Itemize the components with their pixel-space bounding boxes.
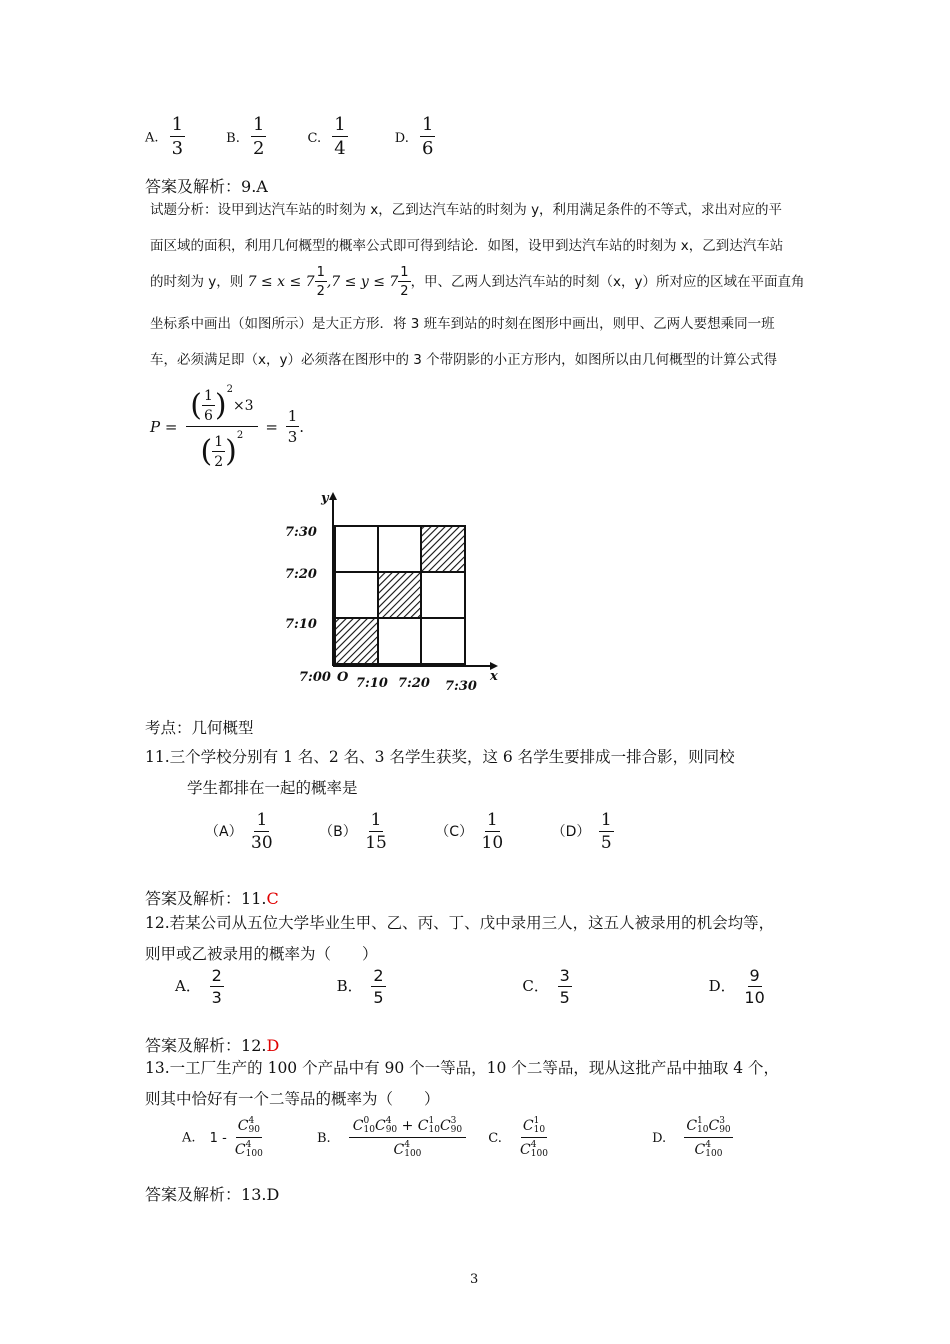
option-a-fraction: C 4 90 C 4 100 <box>234 1116 263 1159</box>
inequality-x: 7 ≤ x ≤ 7 <box>247 274 315 290</box>
option-fraction: $\frac{1}{30}$ <box>251 810 273 853</box>
q10-analysis-line-3: 的时刻为 y，则 7 ≤ x ≤ 7 $\frac{1}{2}$ ,7 ≤ y ≤ 7 $\frac{1}{2}$ ，甲、乙两人到达汽车站的时刻（x，y）所对应的区域在平面直角 <box>150 265 805 299</box>
origin-label: O <box>337 670 349 685</box>
option-fraction: $\frac{1}{10}$ <box>481 810 504 853</box>
option-fraction: $\frac{3}{5}$ <box>559 966 570 1007</box>
option-fraction: $\frac{1}{3}$ <box>171 114 184 159</box>
q11-stem-2: 学生都排在一起的概率是 <box>187 779 358 797</box>
y-tick-label: 7:10 <box>285 617 317 632</box>
q10-analysis-line-2: 面区域的面积，利用几何概型的概率公式即可得到结论．如图，设甲到达汽车站的时刻为 x，乙到达汽车站 <box>150 238 784 254</box>
q12-answer: 答案及解析：12.D <box>145 1036 280 1055</box>
option-label: A. <box>145 130 159 146</box>
option-label: （A） <box>205 824 243 840</box>
q11-answer: 答案及解析：11.C <box>145 889 279 908</box>
y-arrow-icon <box>329 492 337 500</box>
option-label: D. <box>394 130 409 146</box>
answer-letter: D <box>266 1036 280 1055</box>
q10-formula: P = ( $\frac{1}{6}$ )$^2$×3 ( $\frac{1}{2}$ )$^2$ = $\frac{1}{3}$ . <box>150 384 305 470</box>
q13-answer: 答案及解析：13.D <box>145 1185 280 1204</box>
option-label: （D） <box>551 824 591 840</box>
option-label: （C） <box>435 824 474 840</box>
option-fraction: $\frac{1}{5}$ <box>600 810 612 853</box>
origin-time-label: 7:00 <box>299 670 331 685</box>
option-label: （B） <box>319 824 357 840</box>
q11-stem-1: 11.三个学校分别有 1 名、2 名、3 名学生获奖，这 6 名学生要排成一排合影，则同校 <box>145 748 735 766</box>
option-label: C. <box>488 1130 502 1146</box>
option-fraction: $\frac{1}{2}$ <box>252 114 265 159</box>
shaded-square-1 <box>335 618 378 664</box>
q13-stem-1: 13.一工厂生产的 100 个产品中有 90 个一等品，10 个二等品，现从这批产品中抽取 4 个， <box>145 1059 780 1077</box>
option-label: C. <box>307 130 322 146</box>
q12-options <box>175 968 765 1006</box>
x-tick-label: 7:30 <box>445 679 477 694</box>
q11-options <box>205 812 614 852</box>
option-c-fraction: C 1 10 C 4 100 <box>520 1116 548 1159</box>
q12-stem-2: 则甲或乙被录用的概率为（ ） <box>145 945 378 963</box>
option-label: B． <box>336 977 363 995</box>
q10-kaodian: 考点：几何概型 <box>145 719 254 737</box>
page-number: 3 <box>470 1272 479 1287</box>
option-label: D. <box>652 1130 667 1146</box>
option-fraction: $\frac{9}{10}$ <box>744 966 765 1007</box>
x-tick-label: 7:20 <box>398 676 430 691</box>
option-label: B. <box>316 1130 331 1146</box>
option-fraction: $\frac{2}{5}$ <box>373 966 384 1007</box>
option-a-prefix: 1 - <box>209 1130 227 1146</box>
option-fraction: $\frac{1}{6}$ <box>421 114 434 159</box>
q12-stem-1: 12.若某公司从五位大学毕业生甲、乙、丙、丁、戊中录用三人，这五人被录用的机会均等， <box>145 914 775 932</box>
ineq-frac: $\frac{1}{2}$ <box>316 265 325 299</box>
y-axis-label: y <box>321 491 329 506</box>
option-label: B. <box>226 130 240 146</box>
option-d-fraction: C 1 10 C 3 90 C 4 100 <box>686 1116 731 1159</box>
option-label: A． <box>175 977 201 995</box>
option-fraction: $\frac{2}{3}$ <box>211 966 222 1007</box>
option-b-fraction: C 0 10 C 4 90 + C 1 10 C 3 90 C 4 100 <box>349 1117 466 1159</box>
x-tick-label: 7:10 <box>356 676 388 691</box>
shaded-square-3 <box>421 526 465 572</box>
y-tick-label: 7:30 <box>285 525 317 540</box>
option-fraction: $\frac{1}{4}$ <box>334 114 346 159</box>
ineq-frac: $\frac{1}{2}$ <box>400 265 409 299</box>
y-tick-label: 7:20 <box>285 567 317 582</box>
shaded-square-2 <box>378 572 421 618</box>
q13-options <box>182 1117 733 1159</box>
q10-figure <box>285 488 505 698</box>
q10-analysis-line-4: 坐标系中画出（如图所示）是大正方形．将 3 班车到站的时刻在图形中画出，则甲、乙两人要想乘同一班 <box>150 316 775 332</box>
inequality-y: ,7 ≤ y ≤ 7 <box>326 274 399 290</box>
q10-analysis-line-1: 试题分析：设甲到达汽车站的时刻为 x，乙到达汽车站的时刻为 y，利用满足条件的不等式，求出对应的平 <box>150 202 783 218</box>
option-fraction: $\frac{1}{15}$ <box>365 810 387 853</box>
option-label: D． <box>708 977 736 995</box>
q13-stem-2: 则其中恰好有一个二等品的概率为（ ） <box>145 1090 440 1108</box>
x-axis-label: x <box>490 669 498 684</box>
option-label: C． <box>522 977 549 995</box>
q10-options <box>145 116 435 158</box>
answer-letter: C <box>266 889 279 908</box>
option-label: A. <box>182 1130 196 1146</box>
answer-value: 9.A <box>241 177 268 196</box>
answer-prefix: 答案及解析： <box>145 177 242 196</box>
q10-analysis-line-5: 车，必须满足即（x，y）必须落在图形中的 3 个带阴影的小正方形内，如图所以由几何概型的计算公式得 <box>150 352 778 368</box>
